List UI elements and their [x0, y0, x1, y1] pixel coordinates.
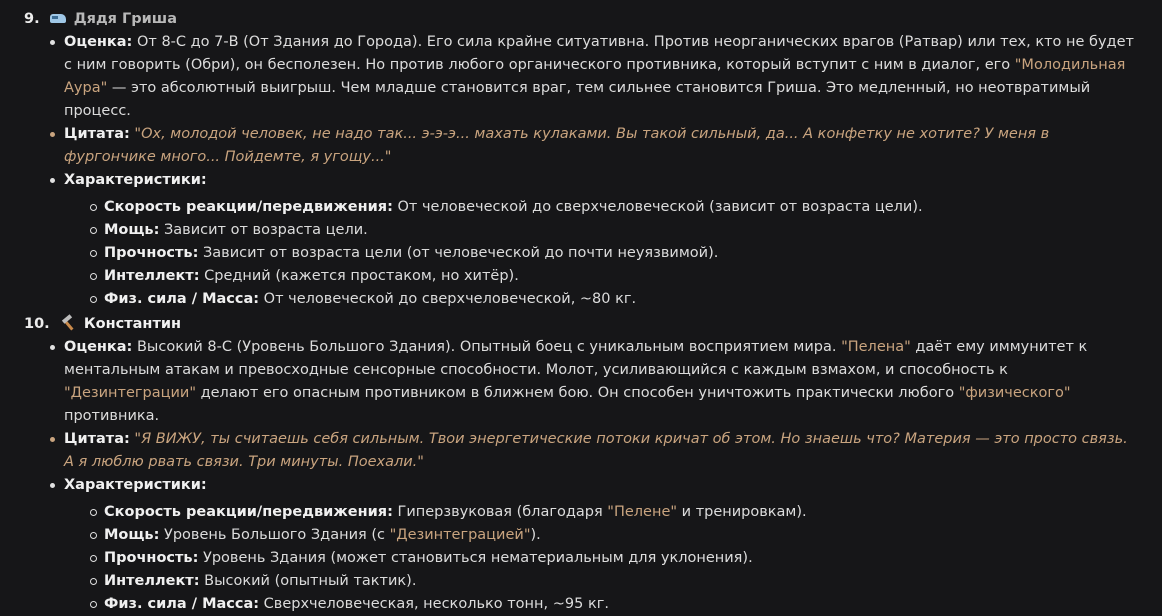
- quote-text: "Я ВИЖУ, ты считаешь себя сильным. Твои энергетические потоки кричат об этом. Но знаешь что? Материя — это просто связь. А я люблю рвать связи. Три минуты. Поехали.": [64, 431, 1128, 470]
- entry-name: Константин: [83, 316, 182, 332]
- stat-label: Физ. сила / Масса:: [104, 596, 260, 612]
- hammer-icon: [59, 313, 77, 336]
- stat-value: Зависит от возраста цели (от человеческой до почти неуязвимой).: [203, 245, 719, 261]
- entry-name: Дядя Гриша: [73, 11, 177, 27]
- stat-value: Уровень Здания (может становиться нематериальным для уклонения).: [203, 550, 753, 566]
- stat-value: Уровень Большого Здания (с: [159, 527, 390, 543]
- entry-title: [24, 313, 1134, 336]
- entry-number: 9.: [24, 11, 40, 27]
- rating-text: От 8-C до 7-B (От Здания до Города). Его сила крайне ситуативна. Против неорганических врагов (Ратвар) или тех, кто не будет с ним говорить (Обри), он бесполезен. Но против любого органического противника, который вступит с ним в диалог, его: [64, 34, 1134, 73]
- stats-item: [64, 474, 1134, 616]
- rating-item: [64, 336, 1134, 428]
- stat-item: [104, 265, 1134, 288]
- stat-item: [104, 242, 1134, 265]
- stat-item: [104, 219, 1134, 242]
- stat-value: От человеческой до сверхчеловеческой (зависит от возраста цели).: [397, 199, 923, 215]
- stat-value: Высокий (опытный тактик).: [204, 573, 417, 589]
- stat-item: [104, 547, 1134, 570]
- stats-list: [64, 196, 1134, 311]
- stat-item: [104, 501, 1134, 524]
- stat-value: От человеческой до сверхчеловеческой, ~80 кг.: [263, 291, 637, 307]
- rating-label: Оценка:: [64, 34, 133, 50]
- entry-details: [24, 31, 1134, 311]
- stat-item: [104, 570, 1134, 593]
- stat-value: Зависит от возраста цели.: [164, 222, 368, 238]
- rating-item: [64, 31, 1134, 123]
- stat-label: Скорость реакции/передвижения:: [104, 504, 393, 520]
- stat-value: и тренировкам).: [677, 504, 807, 520]
- stat-label: Скорость реакции/передвижения:: [104, 199, 393, 215]
- stat-value: Сверхчеловеческая, несколько тонн, ~95 кг.: [263, 596, 609, 612]
- stat-item: [104, 288, 1134, 311]
- ability-highlight: "Молодильная Аура": [64, 57, 1126, 96]
- quote-item: [64, 123, 1134, 169]
- van-icon: [49, 8, 67, 31]
- stat-label: Интеллект:: [104, 573, 200, 589]
- stats-list: [64, 501, 1134, 616]
- rating-text: Высокий 8-C (Уровень Большого Здания). Опытный боец с уникальным восприятием мира.: [136, 339, 842, 355]
- stat-value: Гиперзвуковая (благодаря: [392, 504, 608, 520]
- ability-highlight: "физического": [958, 385, 1071, 401]
- ability-highlight: "Дезинтеграции": [64, 385, 196, 401]
- ability-highlight: "Пелене": [607, 504, 678, 520]
- stat-label: Мощь:: [104, 527, 160, 543]
- stats-label: Характеристики:: [64, 172, 207, 188]
- entry-10: [24, 313, 1134, 616]
- ability-highlight: "Пелена": [841, 339, 911, 355]
- stat-item: [104, 524, 1134, 547]
- stat-item: [104, 593, 1134, 616]
- quote-label: Цитата:: [64, 431, 130, 447]
- stats-item: [64, 169, 1134, 311]
- entry-details: [24, 336, 1134, 616]
- entry-title: [24, 8, 1134, 31]
- quote-label: Цитата:: [64, 126, 130, 142]
- stat-label: Прочность:: [104, 245, 199, 261]
- rating-text: противника.: [64, 408, 160, 424]
- rating-label: Оценка:: [64, 339, 133, 355]
- rating-text: делают его опасным противником в ближнем бою. Он способен уничтожить практически любого: [196, 385, 959, 401]
- stat-label: Прочность:: [104, 550, 199, 566]
- quote-text: "Ох, молодой человек, не надо так... э-э-э... махать кулаками. Вы такой сильный, да... А конфетку не хотите? У меня в фургончике много... Пойдемте, я угощу...": [64, 126, 1050, 165]
- stat-label: Интеллект:: [104, 268, 200, 284]
- entry-number: 10.: [24, 316, 50, 332]
- stat-item: [104, 196, 1134, 219]
- entry-9: [24, 8, 1134, 311]
- stat-label: Физ. сила / Масса:: [104, 291, 260, 307]
- stats-label: Характеристики:: [64, 477, 207, 493]
- rating-text: даёт ему иммунитет к ментальным атакам и превосходные сенсорные способности. Молот, усиливающийся с каждым взмахом, и способность к: [64, 339, 1088, 378]
- ability-highlight: "Дезинтеграцией": [389, 527, 531, 543]
- stat-value: Средний (кажется простаком, но хитёр).: [204, 268, 519, 284]
- stat-value: ).: [530, 527, 541, 543]
- rating-text: — это абсолютный выигрыш. Чем младше становится враг, тем сильнее становится Гриша. Это медленный, но неотвратимый процесс.: [64, 80, 1091, 119]
- stat-label: Мощь:: [104, 222, 160, 238]
- quote-item: [64, 428, 1134, 474]
